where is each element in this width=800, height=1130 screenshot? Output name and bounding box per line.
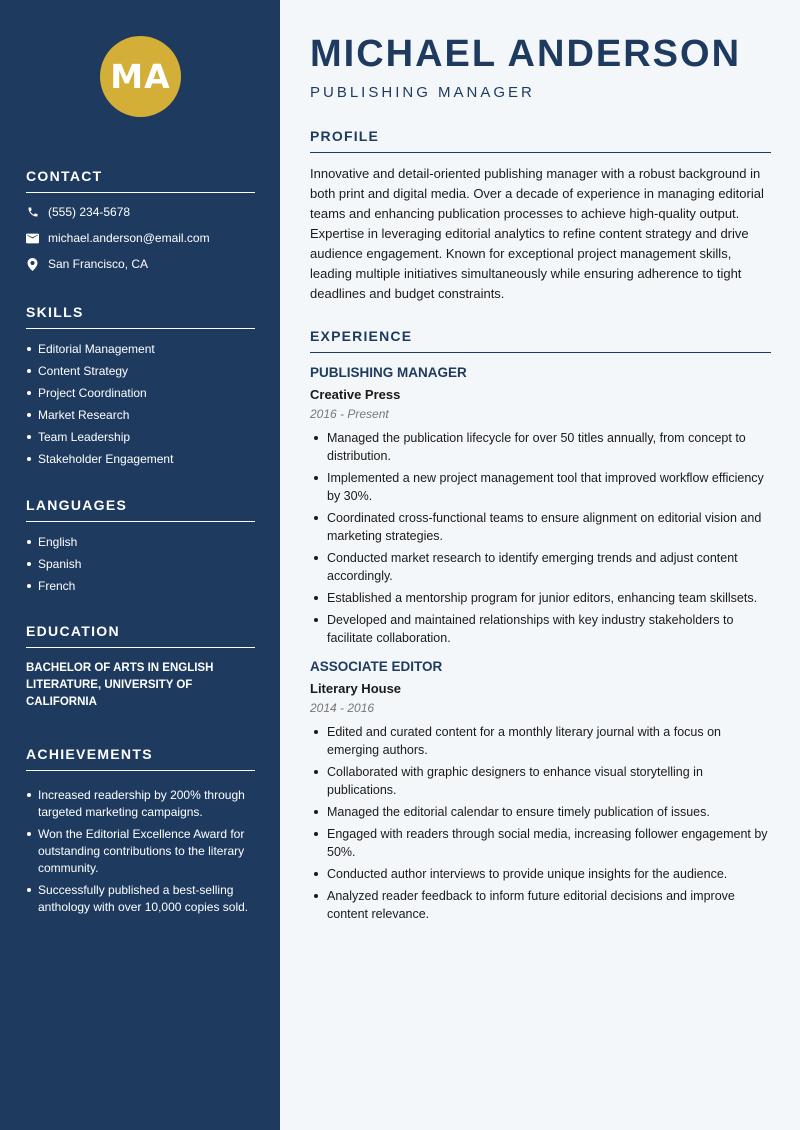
- education-section: [26, 623, 255, 711]
- job-dates: 2016 - Present: [310, 407, 389, 421]
- job-bullet: Established a mentorship program for junior editors, enhancing team skillsets.: [310, 589, 771, 607]
- job-entry: [310, 659, 771, 923]
- job-title: PUBLISHING MANAGER: [310, 84, 535, 101]
- education-heading: EDUCATION: [26, 623, 255, 648]
- contact-email[interactable]: [26, 230, 255, 246]
- skills-section: [26, 304, 255, 473]
- job-bullets: [310, 723, 771, 923]
- job-bullet: Conducted market research to identify emerging trends and adjust content accordingly.: [310, 549, 771, 585]
- skills-list: [26, 341, 255, 467]
- profile-text: Innovative and detail-oriented publishing manager with a robust background in both print and digital media. Over a decade of experience in managing editorial teams and enhancing publication processes to achieve high-quality output. Expertise in leveraging editorial analytics to refine content strategy and drive audience engagement. Known for exceptional project management skills, leading multiple initiatives simultaneously while ensuring adherence to tight deadlines and budget constraints.: [310, 166, 764, 301]
- job-dates: 2014 - 2016: [310, 701, 375, 715]
- achievements-list: [26, 787, 255, 916]
- languages-section: [26, 497, 255, 600]
- job-bullet: Edited and curated content for a monthly literary journal with a focus on emerging authors.: [310, 723, 771, 759]
- contact-section: [26, 168, 255, 282]
- language-item: English: [26, 534, 255, 550]
- person-name: MICHAEL ANDERSON: [310, 33, 742, 75]
- achievements-section: [26, 746, 255, 921]
- contact-phone[interactable]: [26, 204, 255, 220]
- skills-heading: SKILLS: [26, 304, 255, 329]
- job-bullet: Managed the publication lifecycle for over 50 titles annually, from concept to distribution.: [310, 429, 771, 465]
- job-bullet: Managed the editorial calendar to ensure timely publication of issues.: [310, 803, 771, 821]
- job-company: Literary House: [310, 681, 402, 696]
- job-bullets: [310, 429, 771, 647]
- job-entry: [310, 365, 771, 647]
- skill-item: Stakeholder Engagement: [26, 451, 255, 467]
- language-item: French: [26, 578, 255, 594]
- achievement-item: Increased readership by 200% through targeted marketing campaigns.: [26, 787, 255, 821]
- location-text: San Francisco, CA: [48, 257, 149, 271]
- languages-heading: LANGUAGES: [26, 497, 255, 522]
- phone-icon: [26, 206, 39, 219]
- job-bullet: Engaged with readers through social media, increasing follower engagement by 50%.: [310, 825, 771, 861]
- experience-section: [310, 328, 771, 927]
- job-bullet: Conducted author interviews to provide unique insights for the audience.: [310, 865, 771, 883]
- avatar: MA: [100, 36, 181, 117]
- profile-section: [310, 128, 771, 304]
- skill-item: Content Strategy: [26, 363, 255, 379]
- job-company: Creative Press: [310, 387, 401, 402]
- email-text: michael.anderson@email.com: [48, 231, 210, 245]
- education-degree: BACHELOR OF ARTS IN ENGLISH LITERATURE, UNIVERSITY OF CALIFORNIA: [26, 662, 214, 708]
- contact-heading: CONTACT: [26, 168, 255, 193]
- job-bullet: Implemented a new project management tool that improved workflow efficiency by 30%.: [310, 469, 771, 505]
- phone-text: (555) 234-5678: [48, 205, 131, 219]
- skill-item: Editorial Management: [26, 341, 255, 357]
- language-item: Spanish: [26, 556, 255, 572]
- skill-item: Project Coordination: [26, 385, 255, 401]
- languages-list: [26, 534, 255, 594]
- skill-item: Team Leadership: [26, 429, 255, 445]
- email-icon: [26, 232, 39, 245]
- experience-heading: EXPERIENCE: [310, 328, 771, 353]
- job-role: ASSOCIATE EDITOR: [310, 659, 443, 674]
- skill-item: Market Research: [26, 407, 255, 423]
- job-bullet: Collaborated with graphic designers to enhance visual storytelling in publications.: [310, 763, 771, 799]
- job-bullet: Developed and maintained relationships with key industry stakeholders to facilitate collaboration.: [310, 611, 771, 647]
- contact-location: [26, 256, 255, 272]
- job-bullet: Coordinated cross-functional teams to ensure alignment on editorial vision and marketing strategies.: [310, 509, 771, 545]
- location-pin-icon: [26, 258, 39, 271]
- achievement-item: Successfully published a best-selling anthology with over 10,000 copies sold.: [26, 882, 255, 916]
- sidebar: [0, 0, 280, 1130]
- job-role: PUBLISHING MANAGER: [310, 365, 467, 380]
- achievement-item: Won the Editorial Excellence Award for outstanding contributions to the literary community.: [26, 826, 255, 877]
- job-bullet: Analyzed reader feedback to inform future editorial decisions and improve content relevance.: [310, 887, 771, 923]
- profile-heading: PROFILE: [310, 128, 771, 153]
- achievements-heading: ACHIEVEMENTS: [26, 746, 255, 771]
